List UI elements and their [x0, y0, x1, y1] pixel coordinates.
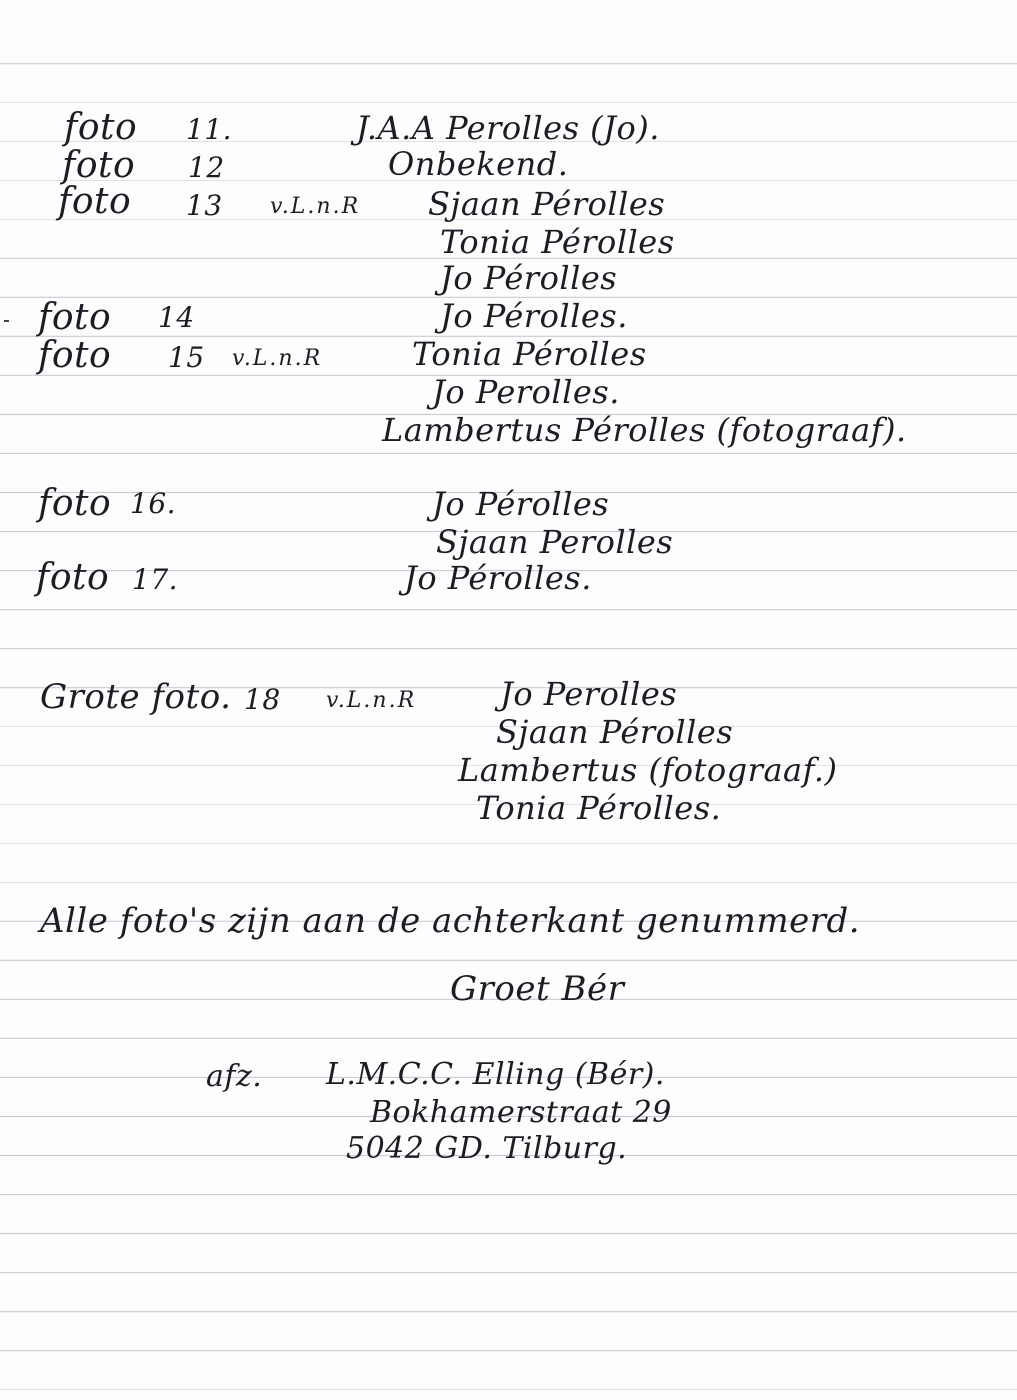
- entry-name: Tonia Pérolles: [412, 335, 647, 373]
- sender-name: L.M.C.C. Elling (Bér).: [326, 1057, 665, 1092]
- entry-label: foto: [64, 107, 138, 148]
- entry-number: 11.: [186, 113, 233, 146]
- entry-number: 12: [188, 151, 225, 184]
- entry-name: Lambertus (fotograaf.): [458, 751, 838, 789]
- entry-name: J.A.A Perolles (Jo).: [356, 109, 660, 147]
- entry-label: foto: [38, 483, 112, 524]
- entry-name: Jo Pérolles.: [440, 297, 628, 335]
- entry-number: 16.: [130, 487, 177, 520]
- entry-name: Jo Perolles.: [432, 373, 620, 411]
- entry-name: Tonia Pérolles.: [476, 789, 722, 827]
- entry-order: v.L.n.R: [270, 194, 361, 219]
- entry-name: Lambertus Pérolles (fotograaf).: [382, 411, 907, 449]
- entry-number: 17.: [132, 563, 179, 596]
- entry-name: Jo Perolles: [500, 675, 678, 713]
- entry-label: Grote foto.: [40, 677, 232, 717]
- entry-number: 13: [186, 189, 223, 222]
- entry-number: 18: [244, 683, 281, 716]
- entry-order: v.L.n.R: [232, 346, 323, 371]
- entry-name: Sjaan Pérolles: [428, 185, 666, 223]
- entry-name: Jo Pérolles.: [404, 559, 592, 597]
- entry-label: foto: [38, 297, 112, 338]
- entry-order: v.L.n.R: [326, 688, 417, 713]
- margin-mark: [4, 320, 9, 322]
- entry-label: foto: [62, 145, 136, 186]
- entry-name: Sjaan Perolles: [436, 523, 674, 561]
- entry-name: Jo Pérolles: [440, 259, 618, 297]
- entry-name: Onbekend.: [388, 145, 569, 183]
- closing-note: Alle foto's zijn aan de achterkant genummerd.: [40, 901, 861, 941]
- entry-label: foto: [58, 181, 132, 222]
- entry-label: foto: [38, 335, 112, 376]
- entry-name: Sjaan Pérolles: [496, 713, 734, 751]
- greeting: Groet Bér: [450, 969, 625, 1009]
- sender-prefix: afz.: [206, 1059, 263, 1094]
- entry-name: Jo Pérolles: [432, 485, 610, 523]
- entry-name: Tonia Pérolles: [440, 223, 675, 261]
- entry-label: foto: [36, 557, 110, 598]
- sender-city: 5042 GD. Tilburg.: [346, 1131, 628, 1166]
- entry-number: 15: [168, 341, 205, 374]
- sender-street: Bokhamerstraat 29: [370, 1095, 672, 1130]
- entry-number: 14: [158, 301, 195, 334]
